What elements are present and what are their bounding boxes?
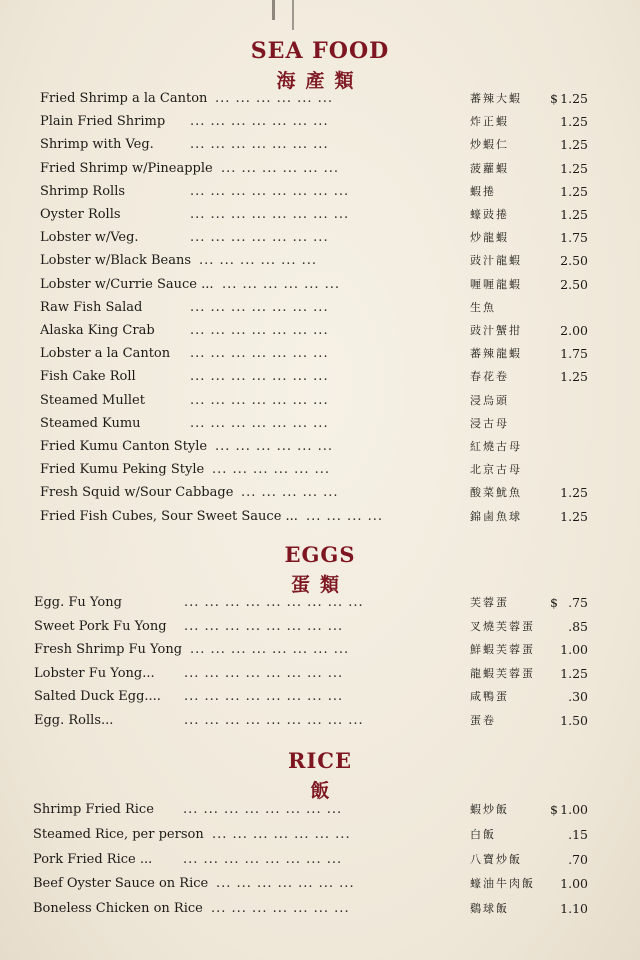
item-chinese-name: 浸古母 bbox=[470, 416, 509, 430]
item-price: 1.25 bbox=[560, 183, 588, 199]
item-chinese-name: 龍蝦芙蓉蛋 bbox=[470, 666, 535, 680]
leader-dots: ... ... ... ... ... ... ... bbox=[216, 876, 355, 892]
item-name: Beef Oyster Sauce on Rice bbox=[33, 876, 209, 892]
item-price: 1.75 bbox=[560, 346, 588, 362]
item-name: Lobster w/Currie Sauce ... bbox=[40, 276, 214, 292]
item-chinese-name: 蕃辣大蝦 bbox=[470, 92, 522, 105]
item-name: Sweet Pork Fu Yong bbox=[34, 618, 167, 634]
item-chinese-name: 浸烏頭 bbox=[470, 393, 509, 407]
item-price: 1.25 bbox=[560, 485, 588, 501]
item-name: Fresh Squid w/Sour Cabbage bbox=[40, 485, 234, 501]
item-chinese-name: 叉燒芙蓉蛋 bbox=[470, 619, 535, 633]
item-name: Salted Duck Egg.... bbox=[34, 689, 161, 705]
leader-dots: ... ... ... ... ... ... bbox=[199, 253, 318, 269]
item-name: Fish Cake Roll bbox=[40, 369, 136, 385]
item-name: Oyster Rolls bbox=[40, 207, 121, 222]
item-name: Egg. Fu Yong bbox=[34, 595, 122, 610]
currency-symbol: $ bbox=[550, 595, 558, 610]
leader-dots: ... ... ... ... ... bbox=[241, 485, 339, 501]
item-price: 1.75 bbox=[560, 230, 588, 246]
section-subtitle-rice: 飯 bbox=[310, 780, 330, 802]
item-chinese-name: 錦鹵魚球 bbox=[470, 509, 522, 523]
item-name: Fried Kumu Canton Style bbox=[40, 439, 208, 454]
item-name: Steamed Rice, per person bbox=[33, 826, 204, 842]
menu-item bbox=[0, 799, 640, 821]
section-subtitle-eggs: 蛋類 bbox=[290, 574, 349, 596]
leader-dots: ... ... ... ... ... ... ... bbox=[190, 137, 329, 153]
menu-item bbox=[0, 873, 640, 895]
leader-dots: ... ... ... ... ... ... ... ... bbox=[183, 802, 343, 817]
item-price: .30 bbox=[568, 689, 588, 705]
item-price: .75 bbox=[568, 595, 588, 610]
menu-item bbox=[0, 181, 640, 203]
item-name: Lobster a la Canton bbox=[40, 346, 171, 362]
leader-dots: ... ... ... ... ... ... ... bbox=[190, 392, 329, 408]
menu-item bbox=[0, 274, 640, 296]
menu-item bbox=[0, 592, 640, 614]
item-name: Pork Fried Rice ... bbox=[33, 851, 153, 867]
menu-item bbox=[0, 343, 640, 365]
menu-item bbox=[0, 710, 640, 732]
leader-dots: ... ... ... ... ... ... ... ... bbox=[184, 618, 344, 634]
page-mark bbox=[272, 0, 275, 20]
menu-item bbox=[0, 204, 640, 226]
item-name: Shrimp Fried Rice bbox=[33, 802, 154, 817]
section-subtitle-seafood: 海產類 bbox=[276, 70, 364, 92]
section-title-rice: RICE bbox=[288, 748, 352, 773]
item-name: Shrimp Rolls bbox=[40, 183, 126, 199]
currency-symbol: $ bbox=[550, 802, 558, 817]
menu-item bbox=[0, 482, 640, 504]
item-name: Fried Shrimp w/Pineapple bbox=[40, 160, 213, 176]
section-title-seafood: SEA FOOD bbox=[250, 38, 390, 64]
leader-dots: ... ... ... ... ... ... ... ... bbox=[183, 851, 343, 867]
menu-item bbox=[0, 506, 640, 528]
item-price: 2.50 bbox=[560, 276, 588, 292]
item-chinese-name: 北京古母 bbox=[470, 463, 522, 477]
item-name: Lobster Fu Yong... bbox=[34, 665, 155, 681]
item-price: .85 bbox=[568, 618, 588, 634]
item-chinese-name: 蠔油牛肉飯 bbox=[470, 877, 535, 891]
item-price: 1.25 bbox=[560, 114, 588, 130]
item-name: Fried Fish Cubes, Sour Sweet Sauce ... bbox=[40, 508, 298, 524]
menu-item bbox=[0, 134, 640, 156]
item-chinese-name: 蕃辣龍蝦 bbox=[470, 347, 522, 361]
item-chinese-name: 咸鴨蛋 bbox=[470, 690, 509, 704]
item-price: 1.25 bbox=[560, 160, 588, 176]
item-price: 1.50 bbox=[560, 713, 588, 728]
menu-item bbox=[0, 320, 640, 342]
menu-item bbox=[0, 227, 640, 249]
menu-item bbox=[0, 616, 640, 638]
item-price: 1.25 bbox=[560, 665, 588, 681]
item-chinese-name: 鷄球飯 bbox=[470, 902, 509, 916]
leader-dots: ... ... ... ... ... ... ... bbox=[211, 901, 350, 917]
menu-item bbox=[0, 824, 640, 846]
leader-dots: ... ... ... ... ... ... ... bbox=[190, 299, 329, 315]
leader-dots: ... ... ... ... ... ... ... ... bbox=[190, 207, 350, 222]
leader-dots: ... ... ... ... ... ... ... ... bbox=[190, 642, 350, 658]
item-price: 1.25 bbox=[560, 137, 588, 153]
leader-dots: ... ... ... ... ... ... bbox=[221, 160, 340, 176]
menu-item bbox=[0, 250, 640, 272]
item-chinese-name: 鮮蝦芙蓉蛋 bbox=[470, 643, 535, 657]
section-title-eggs: EGGS bbox=[284, 542, 356, 567]
menu-item bbox=[0, 898, 640, 920]
item-name: Lobster w/Veg. bbox=[40, 230, 139, 246]
item-chinese-name: 紅燒古母 bbox=[470, 440, 522, 453]
item-name: Fried Kumu Peking Style bbox=[40, 462, 205, 478]
item-price: .70 bbox=[568, 851, 588, 867]
leader-dots: ... ... ... ... ... ... ... bbox=[190, 369, 329, 385]
item-chinese-name: 喱喱龍蝦 bbox=[470, 277, 522, 291]
item-chinese-name: 蝦捲 bbox=[470, 184, 496, 198]
item-name: Shrimp with Veg. bbox=[40, 137, 154, 153]
leader-dots: ... ... ... ... ... ... ... ... bbox=[184, 689, 344, 705]
currency-symbol: $ bbox=[550, 91, 558, 106]
menu-item bbox=[0, 88, 640, 110]
item-name: Lobster w/Black Beans bbox=[40, 253, 192, 269]
item-chinese-name: 蛋卷 bbox=[470, 714, 496, 727]
item-chinese-name: 蝦炒飯 bbox=[470, 803, 509, 816]
leader-dots: ... ... ... ... ... ... ... bbox=[190, 415, 329, 431]
item-name: Raw Fish Salad bbox=[40, 299, 143, 315]
menu-item bbox=[0, 366, 640, 388]
item-chinese-name: 菠蘿蝦 bbox=[470, 161, 509, 175]
leader-dots: ... ... ... ... ... ... ... ... ... bbox=[184, 713, 364, 728]
menu-item bbox=[0, 111, 640, 133]
leader-dots: ... ... ... ... ... ... ... bbox=[190, 346, 329, 362]
item-chinese-name: 豉汁龍蝦 bbox=[470, 254, 522, 268]
menu-item bbox=[0, 390, 640, 412]
item-name: Plain Fried Shrimp bbox=[40, 114, 166, 130]
item-chinese-name: 八寶炒飯 bbox=[470, 852, 522, 866]
item-chinese-name: 酸菜魷魚 bbox=[470, 486, 522, 500]
item-chinese-name: 豉汁蟹拑 bbox=[470, 324, 522, 337]
leader-dots: ... ... ... ... ... ... ... ... bbox=[184, 665, 344, 681]
item-price: 2.50 bbox=[560, 253, 588, 269]
item-chinese-name: 蠔豉捲 bbox=[470, 208, 509, 221]
menu-item bbox=[0, 663, 640, 685]
item-name: Alaska King Crab bbox=[40, 323, 155, 338]
item-chinese-name: 芙蓉蛋 bbox=[470, 596, 509, 609]
item-price: 1.25 bbox=[560, 369, 588, 385]
item-chinese-name: 炸正蝦 bbox=[470, 115, 509, 129]
item-name: Fresh Shrimp Fu Yong bbox=[34, 642, 183, 658]
item-chinese-name: 炒蝦仁 bbox=[470, 138, 509, 152]
leader-dots: ... ... ... ... ... ... bbox=[215, 91, 334, 106]
leader-dots: ... ... ... ... ... ... bbox=[222, 276, 341, 292]
item-name: Steamed Kumu bbox=[40, 415, 141, 431]
item-price: .15 bbox=[568, 826, 588, 842]
item-price: 1.00 bbox=[560, 642, 588, 658]
leader-dots: ... ... ... ... ... ... bbox=[212, 462, 331, 478]
item-chinese-name: 白飯 bbox=[470, 827, 496, 841]
item-price: 2.00 bbox=[560, 323, 588, 338]
leader-dots: ... ... ... ... ... ... ... ... ... bbox=[184, 595, 364, 610]
leader-dots: ... ... ... ... ... ... ... bbox=[190, 114, 329, 130]
menu-item bbox=[0, 297, 640, 319]
menu-item bbox=[0, 686, 640, 708]
item-name: Boneless Chicken on Rice bbox=[33, 901, 203, 917]
item-name: Steamed Mullet bbox=[40, 392, 145, 408]
item-price: 1.00 bbox=[560, 802, 588, 817]
leader-dots: ... ... ... ... ... ... ... bbox=[190, 323, 329, 338]
menu-item bbox=[0, 849, 640, 871]
leader-dots: ... ... ... ... ... ... bbox=[215, 439, 334, 454]
item-price: 1.25 bbox=[560, 91, 588, 106]
item-chinese-name: 春花卷 bbox=[470, 370, 509, 384]
leader-dots: ... ... ... ... bbox=[306, 508, 383, 524]
page-mark bbox=[292, 0, 294, 30]
menu-item bbox=[0, 436, 640, 458]
leader-dots: ... ... ... ... ... ... ... ... bbox=[190, 183, 350, 199]
item-name: Egg. Rolls... bbox=[34, 713, 114, 728]
menu-item bbox=[0, 413, 640, 435]
leader-dots: ... ... ... ... ... ... ... bbox=[212, 826, 351, 842]
menu-item bbox=[0, 158, 640, 180]
item-price: 1.25 bbox=[560, 207, 588, 222]
item-price: 1.25 bbox=[560, 508, 588, 524]
menu-item bbox=[0, 639, 640, 661]
item-name: Fried Shrimp a la Canton bbox=[40, 91, 208, 106]
leader-dots: ... ... ... ... ... ... ... bbox=[190, 230, 329, 246]
item-price: 1.00 bbox=[560, 876, 588, 892]
item-chinese-name: 生魚 bbox=[470, 300, 496, 314]
item-chinese-name: 炒龍蝦 bbox=[470, 231, 509, 245]
item-price: 1.10 bbox=[560, 901, 588, 917]
menu-item bbox=[0, 459, 640, 481]
